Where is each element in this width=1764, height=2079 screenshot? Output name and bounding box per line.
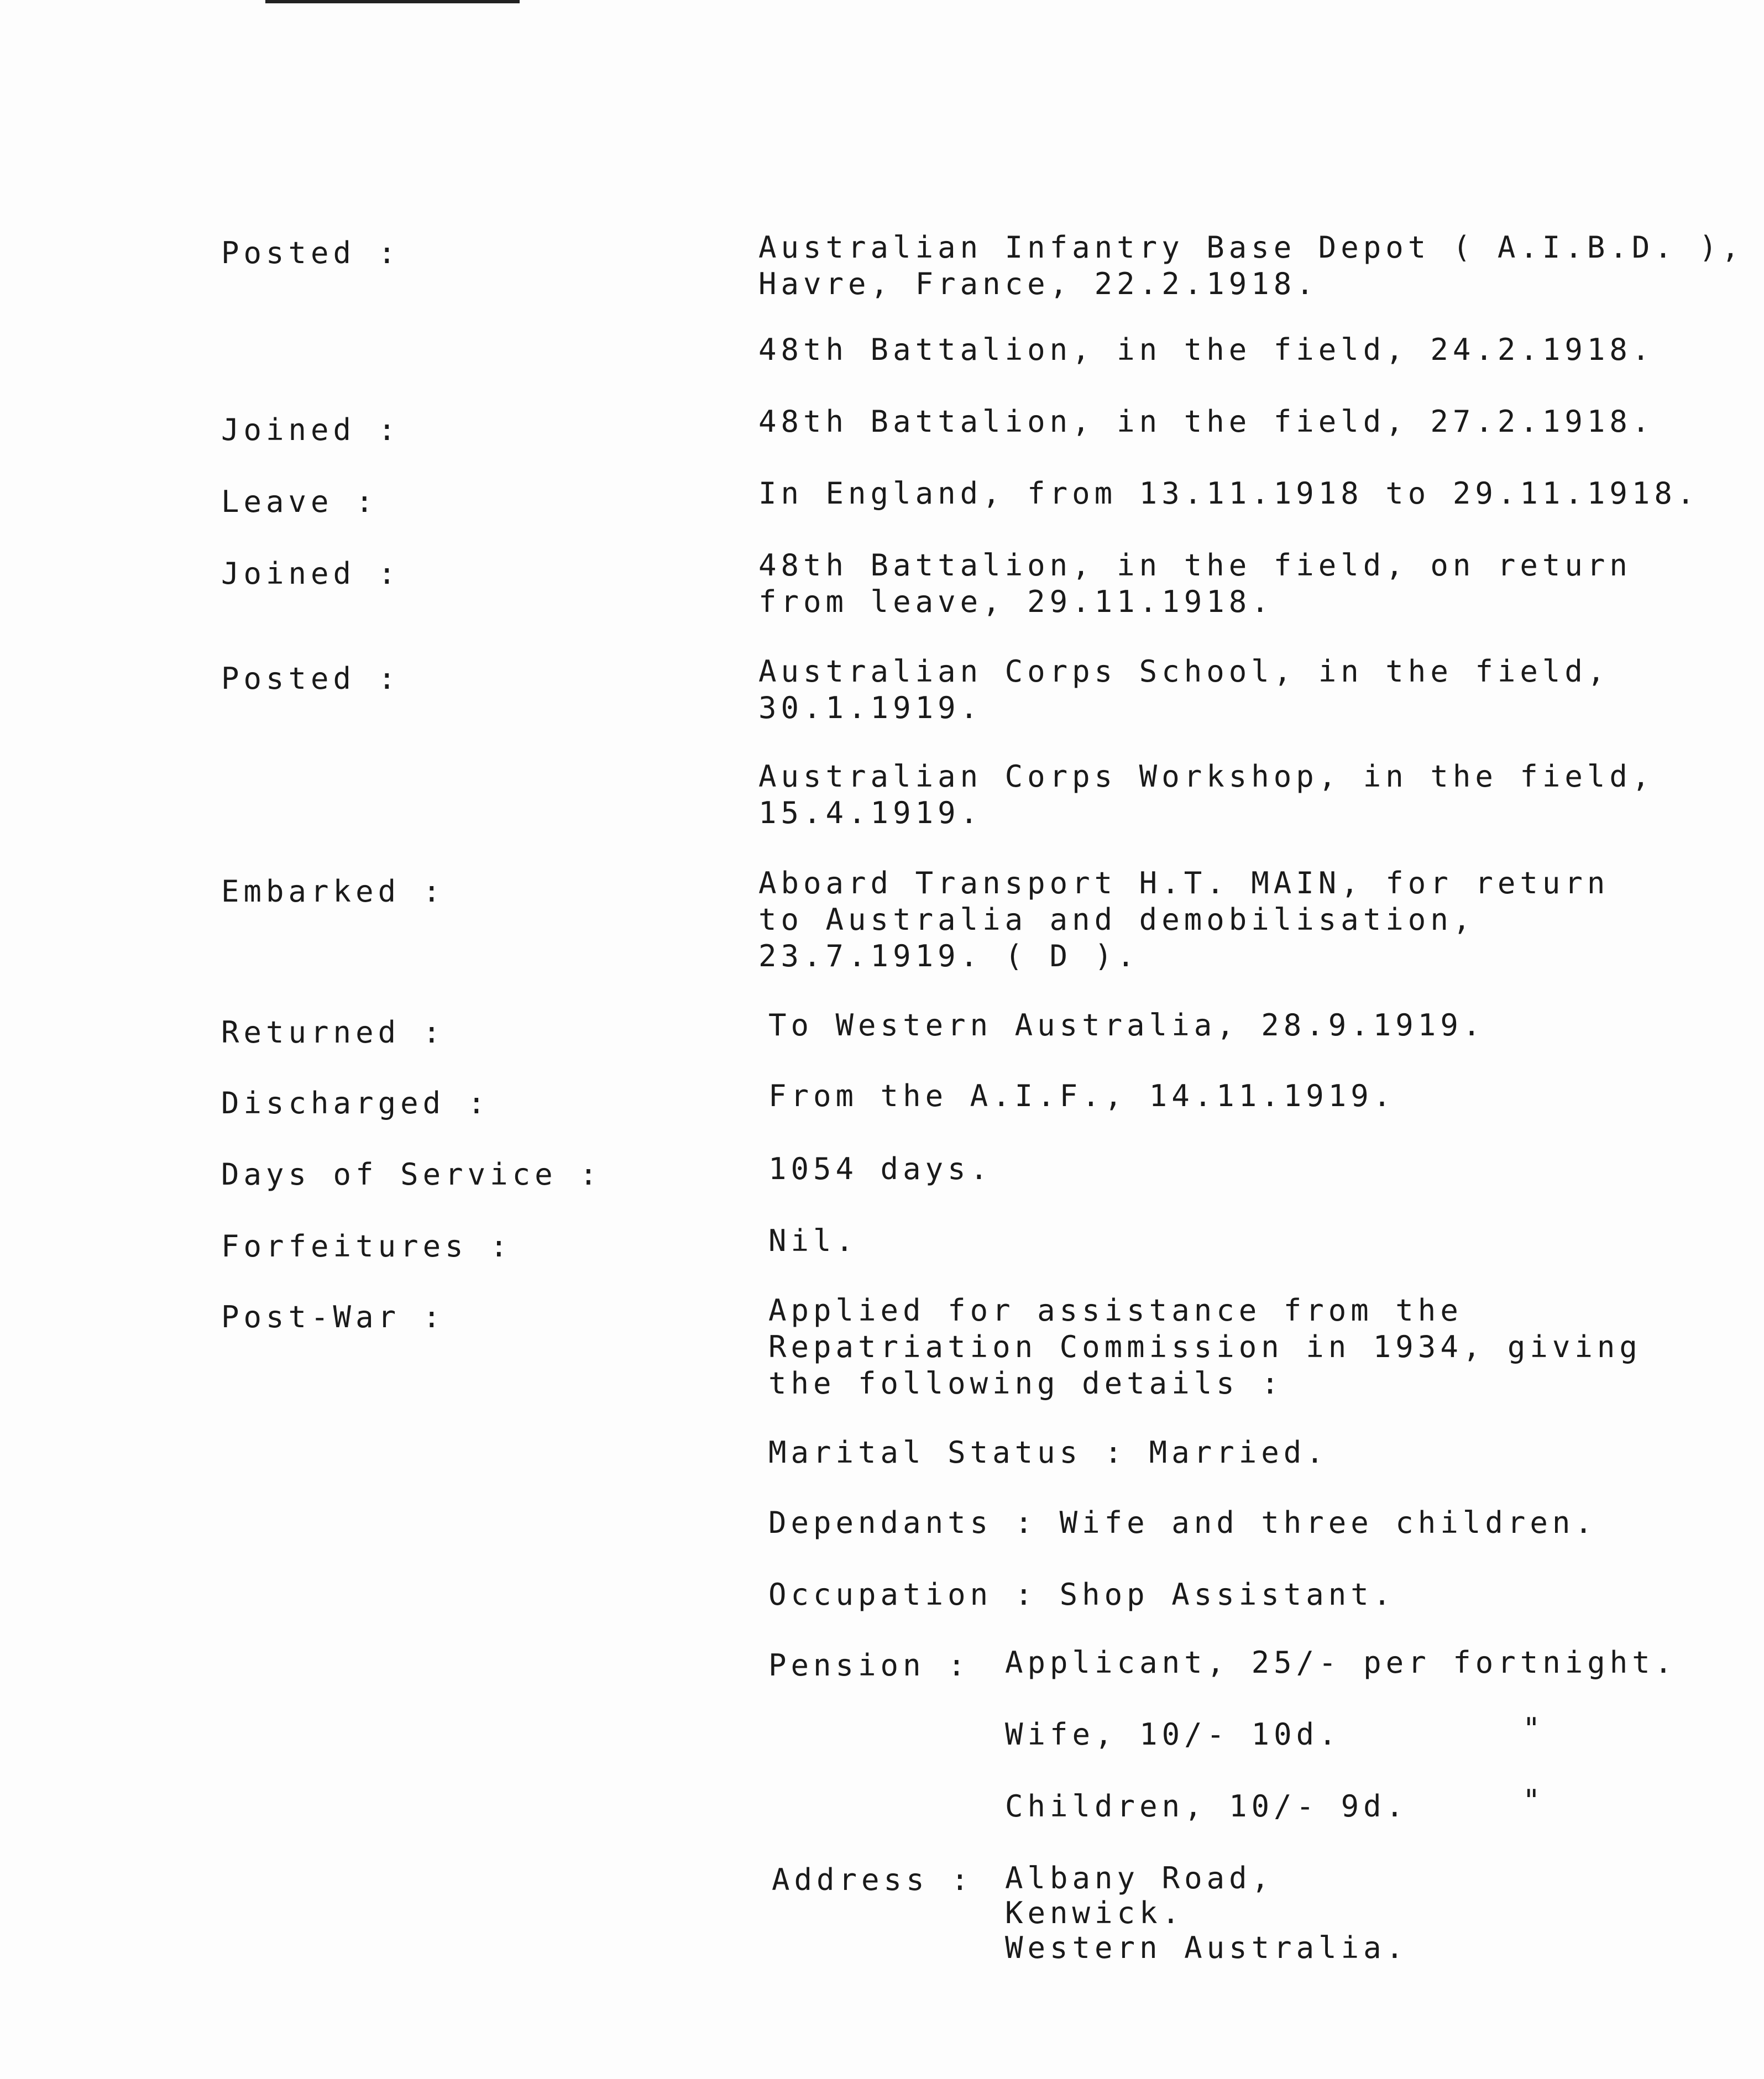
- embarked-line-2: to Australia and demobilisation,: [758, 902, 1475, 937]
- forfeitures-label: Forfeitures :: [221, 1229, 512, 1264]
- returned-label: Returned :: [221, 1015, 446, 1050]
- post-war-line-3: the following details :: [768, 1366, 1284, 1401]
- post-war-line-1: Applied for assistance from the: [768, 1293, 1463, 1328]
- marital-status: Marital Status : Married.: [768, 1435, 1328, 1470]
- joined-return-label: Joined :: [221, 556, 401, 591]
- post-war-line-2: Repatriation Commission in 1934, giving: [768, 1329, 1642, 1364]
- ditto-mark-wife: ": [1522, 1711, 1545, 1746]
- joined-label: Joined :: [221, 412, 401, 447]
- embarked-label: Embarked :: [221, 874, 446, 909]
- posted-workshop-line-1: Australian Corps Workshop, in the field,: [758, 759, 1655, 794]
- embarked-line-1: Aboard Transport H.T. MAIN, for return: [758, 866, 1610, 900]
- dependants: Dependants : Wife and three children.: [768, 1505, 1597, 1540]
- posted-48th-battalion: 48th Battalion, in the field, 24.2.1918.: [758, 332, 1655, 367]
- pension-label: Pension :: [768, 1648, 970, 1683]
- posted-label: Posted :: [221, 235, 401, 270]
- pension-children: Children, 10/- 9d.: [1005, 1789, 1409, 1824]
- address-line-2: Kenwick.: [1005, 1895, 1185, 1930]
- scan-edge-mark: [265, 0, 520, 3]
- posted-aibd-line-2: Havre, France, 22.2.1918.: [758, 266, 1318, 301]
- leave-label: Leave :: [221, 484, 378, 519]
- posted-school-line-2: 30.1.1919.: [758, 690, 983, 725]
- ditto-mark-children: ": [1522, 1783, 1545, 1818]
- joined-return-line-2: from leave, 29.11.1918.: [758, 584, 1274, 619]
- forfeitures-value: Nil.: [768, 1223, 859, 1258]
- discharged-value: From the A.I.F., 14.11.1919.: [768, 1078, 1396, 1113]
- pension-wife: Wife, 10/- 10d.: [1005, 1717, 1341, 1752]
- joined-48th-battalion: 48th Battalion, in the field, 27.2.1918.: [758, 404, 1655, 439]
- posted-aibd-line-1: Australian Infantry Base Depot ( A.I.B.D. ),: [758, 230, 1744, 265]
- pension-applicant: Applicant, 25/- per fortnight.: [1005, 1645, 1677, 1680]
- post-war-label: Post-War :: [221, 1300, 446, 1334]
- joined-return-line-1: 48th Battalion, in the field, on return: [758, 548, 1632, 583]
- address-line-1: Albany Road,: [1005, 1861, 1274, 1895]
- occupation: Occupation : Shop Assistant.: [768, 1577, 1396, 1612]
- address-label: Address :: [772, 1862, 973, 1897]
- days-of-service-value: 1054 days.: [768, 1151, 993, 1186]
- posted-school-line-1: Australian Corps School, in the field,: [758, 654, 1610, 689]
- discharged-label: Discharged :: [221, 1086, 490, 1120]
- returned-value: To Western Australia, 28.9.1919.: [768, 1008, 1485, 1043]
- days-of-service-label: Days of Service :: [221, 1157, 602, 1192]
- address-line-3: Western Australia.: [1005, 1930, 1409, 1965]
- embarked-line-3: 23.7.1919. ( D ).: [758, 939, 1139, 973]
- posted-school-label: Posted :: [221, 661, 401, 696]
- leave-england: In England, from 13.11.1918 to 29.11.1918.: [758, 476, 1699, 511]
- posted-workshop-line-2: 15.4.1919.: [758, 795, 983, 830]
